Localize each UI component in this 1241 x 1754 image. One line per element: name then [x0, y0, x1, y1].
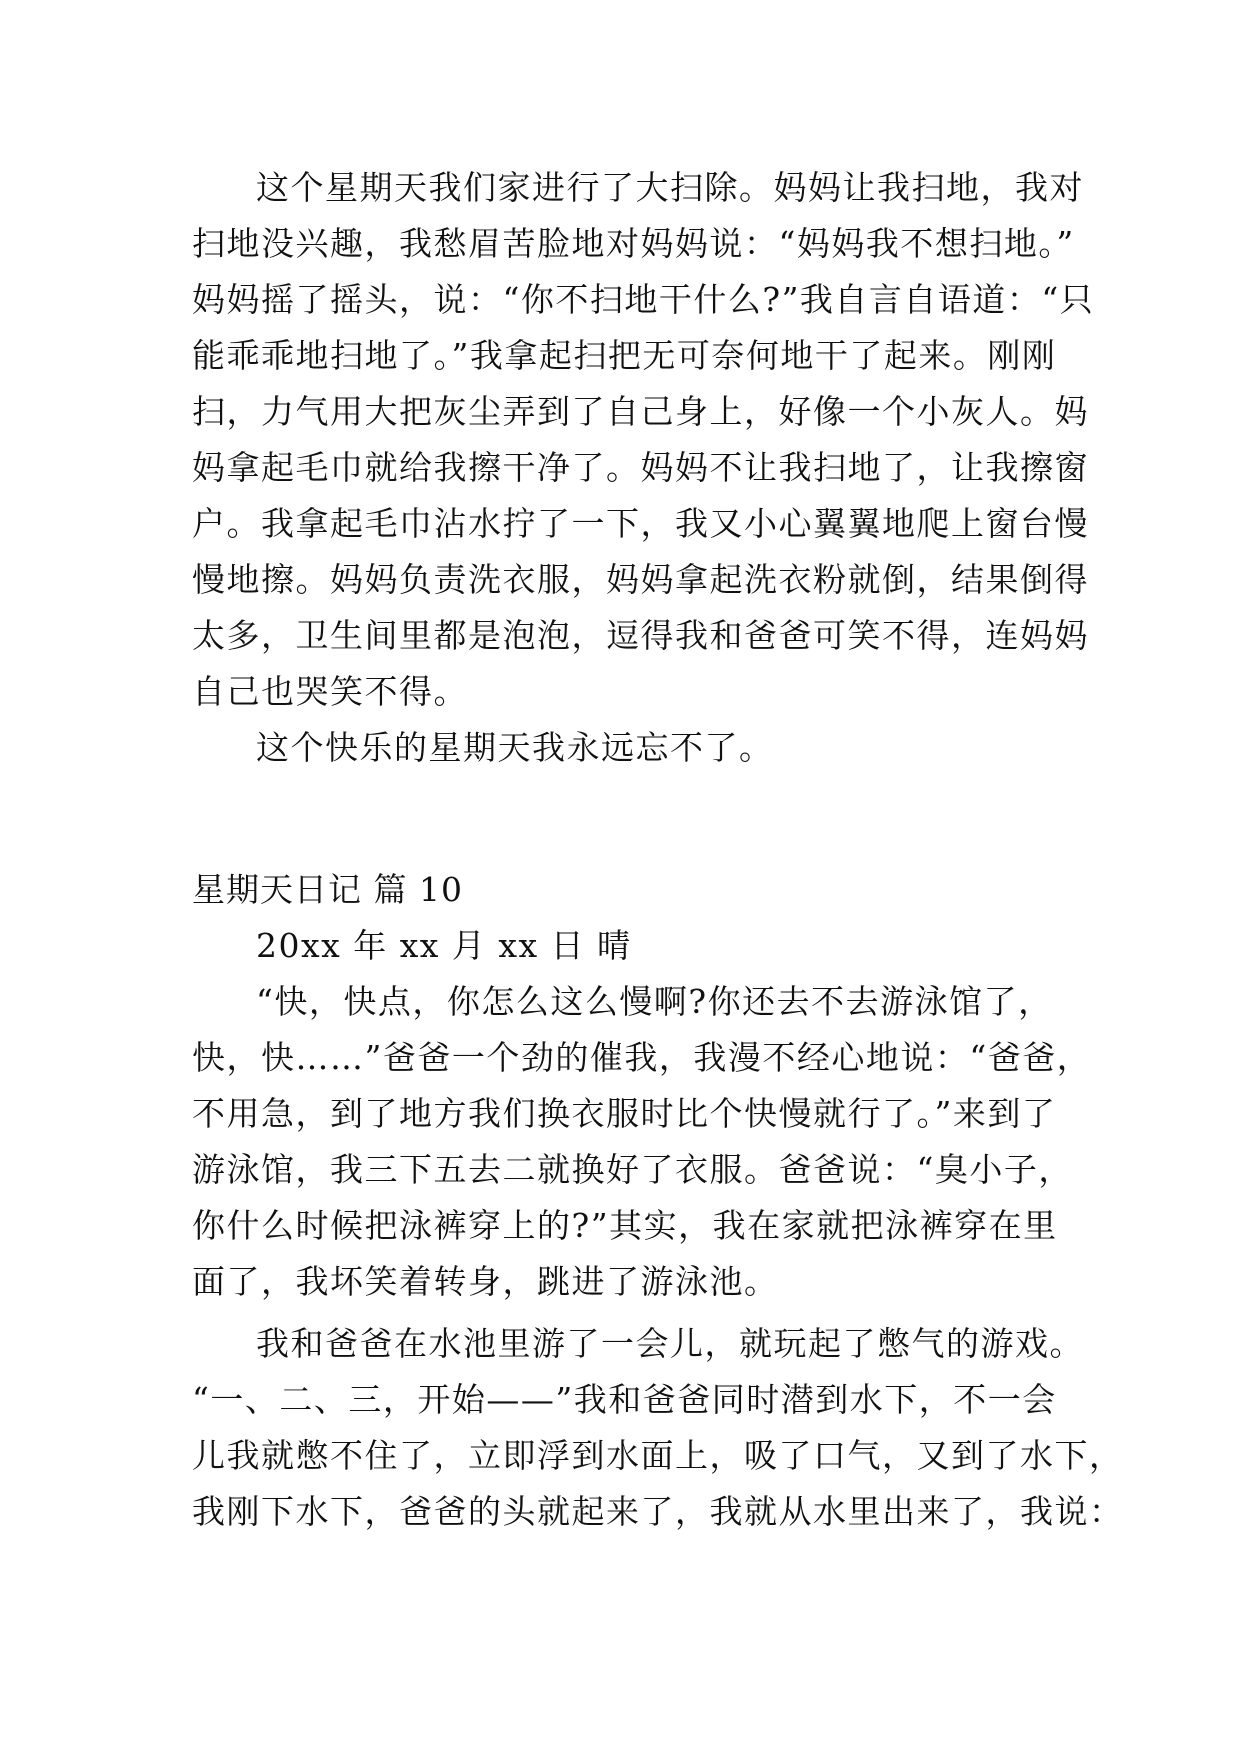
paragraph-line: 你什么时候把泳裤穿上的?”其实，我在家就把泳裤穿在里 [192, 1206, 1058, 1245]
paragraph-line: 妈拿起毛巾就给我擦干净了。妈妈不让我扫地了，让我擦窗 [192, 448, 1089, 487]
paragraph-line: 能乖乖地扫地了。”我拿起扫把无可奈何地干了起来。刚刚 [192, 336, 1057, 375]
date-line: 20xx 年 xx 月 xx 日 晴 [256, 926, 632, 965]
paragraph-line: 不用急，到了地方我们换衣服时比个快慢就行了。”来到了 [192, 1094, 1057, 1133]
paragraph-line: 扫地没兴趣，我愁眉苦脸地对妈妈说：“妈妈我不想扫地。” [192, 224, 1075, 263]
paragraph-line: 儿我就憋不住了，立即浮到水面上，吸了口气，又到了水下， [192, 1436, 1124, 1475]
paragraph-line: 扫，力气用大把灰尘弄到了自己身上，好像一个小灰人。妈 [192, 392, 1089, 431]
paragraph-line: 太多，卫生间里都是泡泡，逗得我和爸爸可笑不得，连妈妈 [192, 616, 1089, 655]
paragraph-line: 我和爸爸在水池里游了一会儿，就玩起了憋气的游戏。 [256, 1324, 1084, 1363]
paragraph-line: 快，快……”爸爸一个劲的催我，我漫不经心地说：“爸爸， [192, 1038, 1092, 1077]
paragraph-line: 我刚下水下，爸爸的头就起来了，我就从水里出来了，我说： [192, 1492, 1124, 1531]
paragraph-line: 面了，我坏笑着转身，跳进了游泳池。 [192, 1262, 779, 1301]
paragraph-line: “一、二、三，开始——”我和爸爸同时潜到水下，不一会 [192, 1380, 1057, 1419]
paragraph-line: 妈妈摇了摇头，说：“你不扫地干什么?”我自言自语道：“只 [192, 280, 1095, 319]
paragraph-line: 户。我拿起毛巾沾水拧了一下，我又小心翼翼地爬上窗台慢 [192, 504, 1089, 543]
paragraph-line: 游泳馆，我三下五去二就换好了衣服。爸爸说：“臭小子， [192, 1150, 1073, 1189]
paragraph-line: “快，快点，你怎么这么慢啊?你还去不去游泳馆了， [256, 982, 1053, 1021]
paragraph-line: 这个星期天我们家进行了大扫除。妈妈让我扫地，我对 [256, 168, 1084, 207]
paragraph-line: 慢地擦。妈妈负责洗衣服，妈妈拿起洗衣粉就倒，结果倒得 [192, 560, 1089, 599]
paragraph-line: 自己也哭笑不得。 [192, 672, 468, 711]
paragraph-line: 这个快乐的星期天我永远忘不了。 [256, 728, 774, 767]
section-heading: 星期天日记 篇 10 [192, 870, 463, 909]
